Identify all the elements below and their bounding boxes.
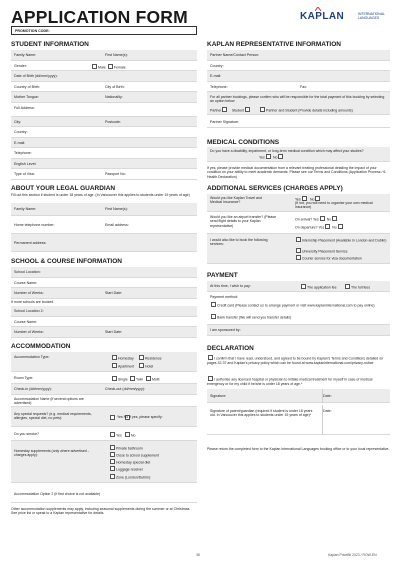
family-name-label: Family Name: xyxy=(14,53,37,57)
weeks2-row[interactable] xyxy=(11,327,197,338)
residence-label: Residence xyxy=(145,356,162,361)
homestay-label: Homestay xyxy=(118,356,134,361)
guardian-contact-row[interactable] xyxy=(11,216,197,234)
city-label: City: xyxy=(14,119,22,124)
hotel-checkbox[interactable] xyxy=(139,363,144,368)
rep-email-row[interactable] xyxy=(207,71,390,82)
hotel-label: Hotel xyxy=(145,364,154,369)
courier-label: Courier service for visa documentation xyxy=(302,256,362,261)
courier-checkbox[interactable] xyxy=(296,255,301,260)
start-date-label: Start Date: xyxy=(105,291,123,295)
email-label: E-mail: xyxy=(14,140,26,145)
signature-date-label: Date: xyxy=(323,394,332,398)
book-services-question: I would also like to book the following services: xyxy=(210,238,268,247)
credit-card-label: Credit card (Please contact us to arrange payment or visit www.kaplaninternational.com to pay online) xyxy=(217,303,375,308)
arrival-no-label: No xyxy=(326,217,332,222)
guardian-heading: ABOUT YOUR LEGAL GUARDIAN xyxy=(11,185,116,192)
accommodation-name-label: Accommodation Name (if several options are advertised): xyxy=(14,396,84,405)
english-level-row[interactable] xyxy=(11,159,197,170)
gender-row xyxy=(11,61,197,72)
smoke-no-label: No xyxy=(131,432,136,437)
english-level-label: English Level: xyxy=(14,161,37,166)
zone-label: Zone (London/Dublin): xyxy=(116,474,151,479)
residence-checkbox[interactable] xyxy=(139,355,144,360)
private-bathroom-label: Private bathroom xyxy=(116,445,143,450)
supplements-label: Homestay supplements (only where advertised - charges apply): xyxy=(14,448,89,457)
room-type-label: Room Type: xyxy=(14,376,34,380)
arrival-no-checkbox[interactable] xyxy=(332,216,337,221)
on-arrival-label: On arrival? xyxy=(295,217,313,222)
guardian-email-label: Email address: xyxy=(105,223,129,227)
billing-student-checkbox[interactable] xyxy=(245,107,250,112)
logo-sub-languages: LANGUAGES xyxy=(358,16,380,20)
medical-no-checkbox[interactable] xyxy=(278,154,283,159)
university-checkbox[interactable] xyxy=(296,248,301,253)
parent-signature-date-label: Date: xyxy=(323,409,332,413)
dob-row[interactable] xyxy=(11,71,197,82)
full-address-label: Full Address: xyxy=(14,105,35,110)
internship-checkbox[interactable] xyxy=(296,237,301,242)
signature-label: Signature: xyxy=(210,394,227,398)
postcode-label: Postcode: xyxy=(105,119,121,124)
rep-telephone-row[interactable] xyxy=(207,82,390,93)
signature-row[interactable] xyxy=(207,389,390,403)
special-yes-checkbox[interactable] xyxy=(110,415,115,420)
kaplan-logo xyxy=(300,10,390,30)
accommodation-note: Other accommodation supplements may apply, including seasonal supplements during the summer or at Christmas. See price list or speak to a Kaplan representative for details. xyxy=(11,507,191,516)
apartment-label: Apartment xyxy=(118,364,135,369)
start-date2-label: Start Date: xyxy=(105,330,123,334)
city-row[interactable] xyxy=(11,117,197,128)
female-checkbox[interactable] xyxy=(108,64,113,69)
multi-checkbox[interactable] xyxy=(146,376,151,381)
billing-partner-label: Partner xyxy=(210,108,222,113)
visa-type-label: Type of Visa: xyxy=(14,172,35,176)
course-name-row[interactable] xyxy=(11,278,197,289)
bank-transfer-checkbox[interactable] xyxy=(211,314,216,319)
telephone-label: Telephone: xyxy=(14,151,32,155)
dob-label: Date of Birth (dd/mm/yyyy): xyxy=(14,74,58,78)
male-label: Male xyxy=(98,64,106,69)
rep-country-row[interactable] xyxy=(207,61,390,72)
male-checkbox[interactable] xyxy=(92,64,97,69)
billing-both-label: Partner and Student (Provide details including amounts) xyxy=(266,108,353,113)
payment-method-row xyxy=(207,292,390,325)
partner-name-label: Partner Name/Contact Person: xyxy=(210,53,260,57)
female-label: Female xyxy=(113,64,126,69)
twin-checkbox[interactable] xyxy=(130,376,135,381)
medical-no-label: No xyxy=(273,155,278,160)
country-birth-label: Country of Birth: xyxy=(14,84,40,89)
insurance-yes-label: Yes xyxy=(295,197,301,202)
footer-right: Kaplan PriceBit 2023 / ROW-EN xyxy=(328,553,377,557)
birth-row[interactable] xyxy=(11,82,197,93)
app-fee-label: The application fee xyxy=(307,285,337,290)
gender-label: Gender: xyxy=(14,63,27,68)
email-row[interactable] xyxy=(11,138,197,149)
guardian-first-names-label: First Name(s): xyxy=(105,207,128,211)
smoke-yes-checkbox[interactable] xyxy=(110,432,115,437)
accommodation-name-row[interactable] xyxy=(11,395,197,407)
sponsored-label: I am sponsored by: xyxy=(210,328,241,332)
school-location2-label: School Location 2: xyxy=(14,309,44,313)
guardian-name-row[interactable] xyxy=(11,203,197,216)
internship-label: Internship Placement (Available in London and Dublin) xyxy=(302,238,387,243)
arrival-yes-label: Yes xyxy=(313,217,319,222)
promotion-code-field[interactable]: PROMOTION CODE: xyxy=(11,26,197,35)
declaration-text1 xyxy=(207,355,390,365)
rep-telephone-label: Telephone: xyxy=(210,84,228,89)
gender-options xyxy=(91,64,126,69)
smoke-no-checkbox[interactable] xyxy=(125,432,130,437)
on-departure-label: On departure? xyxy=(295,225,318,230)
special-diet-label: Homestay special diet xyxy=(116,459,151,464)
telephone-row[interactable] xyxy=(11,148,197,159)
accommodation-type-label: Accommodation Type: xyxy=(14,355,50,359)
declaration-heading: DECLARATION xyxy=(207,345,254,352)
special-requests-row xyxy=(11,407,197,427)
credit-card-checkbox[interactable] xyxy=(211,302,216,307)
accommodation-type-row xyxy=(11,352,197,372)
nationality-label: Nationality: xyxy=(105,95,123,99)
special-requests-label: Any special requests? (e.g. medical requirements, allergies, special diet, no pets): xyxy=(14,411,92,420)
special-diet-checkbox[interactable] xyxy=(110,459,115,464)
bank-transfer-label: Bank transfer (We will send you transfer details) xyxy=(217,315,292,320)
partner-signature-label: Partner Signature: xyxy=(210,120,240,124)
insurance-row xyxy=(207,194,390,212)
homestay-checkbox[interactable] xyxy=(112,355,117,360)
country-row[interactable] xyxy=(11,127,197,138)
passport-label: Passport No: xyxy=(105,172,126,176)
option2-label: Accommodation Option 2 (if first choice is not available) xyxy=(14,491,101,496)
medical-question: Do you have a disability, impairment, or long-term medical condition which may affect your studies? xyxy=(210,149,364,153)
transfer-row xyxy=(207,212,390,234)
country-label: Country: xyxy=(14,130,28,134)
check-out-label: Check-out (dd/mm/yyyy): xyxy=(105,387,145,391)
weeks2-label: Number of Weeks: xyxy=(14,330,44,334)
medical-heading: MEDICAL CONDITIONS xyxy=(207,139,280,146)
luggage-checkbox[interactable] xyxy=(110,466,115,471)
declaration-confirm-checkbox[interactable] xyxy=(208,355,213,360)
departure-no-checkbox[interactable] xyxy=(338,224,343,229)
logo-subtitle xyxy=(358,12,385,20)
family-name-row[interactable] xyxy=(11,50,197,61)
medical-question-row xyxy=(207,147,390,162)
weeks-label: Number of Weeks: xyxy=(14,291,44,295)
accommodation-heading: ACCOMMODATION xyxy=(11,343,71,350)
declaration-text1-content: I confirm that I have read, understood, and agreed to be bound by Kaplan's Terms and Conditions detailed on pages 32-37 and Kaplan's privacy policy which can be found at www.kaplaninternational.com/privacy-notice xyxy=(207,356,384,365)
page-title: APPLICATION FORM xyxy=(11,7,188,27)
insurance-question: Would you like Kaplan Travel and Medical Insurance? xyxy=(210,196,262,205)
smoke-yes-label: Yes xyxy=(116,432,122,437)
close-school-label: Close to school supplement xyxy=(116,452,159,457)
school-location-row[interactable] xyxy=(11,267,197,278)
school-location2-row[interactable] xyxy=(11,306,197,317)
special-yes-no-label: Yes No If yes, please specify: xyxy=(117,414,163,419)
book-services-row xyxy=(207,234,390,264)
smoke-row xyxy=(11,427,197,441)
transfer-question: Would you like an airport transfer? (Please send flight details to your Kaplan representative) xyxy=(210,215,277,228)
tongue-row[interactable] xyxy=(11,92,197,103)
school-location-label: School Location: xyxy=(14,270,41,274)
private-bathroom-checkbox[interactable] xyxy=(110,445,115,450)
room-type-row xyxy=(11,372,197,384)
twin-label: Twin xyxy=(136,377,144,382)
pay-choice-label: At this time, I wish to pay: xyxy=(210,284,251,288)
payment-method-label: Payment method: xyxy=(210,295,239,299)
luggage-label: Luggage receiver xyxy=(116,466,144,471)
signature-divider xyxy=(322,389,323,403)
medical-yes-label: Yes xyxy=(259,155,265,160)
course-name-label: Course Name: xyxy=(14,280,38,285)
insurance-note: (If not, you will need to organise your own medical insurance) xyxy=(295,201,373,210)
medical-yes-checkbox[interactable] xyxy=(266,154,271,159)
home-phone-label: Home telephone number: xyxy=(14,223,55,227)
parent-signature-row[interactable] xyxy=(207,405,390,435)
departure-yes-label: Yes xyxy=(318,225,325,230)
logo-brand: KAPLAN xyxy=(300,11,345,22)
single-checkbox[interactable] xyxy=(112,376,117,381)
option2-row[interactable] xyxy=(11,483,197,503)
declaration-text2-content: I authorise any licensed hospital or physician to initiate medical treatment for myself in case of medical emergency or for my child if he/she is under 18 years of age.* xyxy=(207,377,373,386)
services-heading: ADDITIONAL SERVICES (CHARGES APPLY) xyxy=(207,185,343,192)
apartment-checkbox[interactable] xyxy=(112,363,117,368)
rep-email-label: E-mail: xyxy=(210,74,222,78)
return-note: Please return the completed form to the Kaplan International Languages booking office or to your local representative. xyxy=(207,447,390,451)
footer-page-number: 38 xyxy=(196,553,200,557)
more-schools-note: If more schools are booked xyxy=(11,300,54,304)
mother-tongue-label: Mother Tongue: xyxy=(14,95,39,99)
full-fee-label: The full fees xyxy=(351,285,371,290)
smoke-label: Do you smoke? xyxy=(14,431,39,436)
billing-student-label: Student xyxy=(232,108,245,113)
partner-name-row[interactable] xyxy=(207,50,390,61)
arrival-yes-checkbox[interactable] xyxy=(320,216,325,221)
student-info-heading: STUDENT INFORMATION xyxy=(11,41,89,48)
guardian-address-row[interactable] xyxy=(11,234,197,252)
supplements-row xyxy=(11,441,197,483)
logo-sub-international: INTERNATIONAL xyxy=(358,12,385,16)
rep-fax-label: Fax: xyxy=(300,84,307,89)
departure-yes-checkbox[interactable] xyxy=(325,224,330,229)
parent-signature-divider xyxy=(322,405,323,435)
single-label: Single xyxy=(118,377,128,382)
weeks-row[interactable] xyxy=(11,288,197,299)
guardian-family-name-label: Family Name: xyxy=(14,207,37,211)
close-school-checkbox[interactable] xyxy=(110,452,115,457)
app-fee-checkbox[interactable] xyxy=(301,284,306,289)
rep-country-label: Country: xyxy=(210,63,224,68)
sponsored-row[interactable] xyxy=(207,325,390,336)
full-fee-checkbox[interactable] xyxy=(345,284,350,289)
visa-row[interactable] xyxy=(11,169,197,180)
first-names-label: First Name(s): xyxy=(105,53,128,57)
check-dates-row[interactable] xyxy=(11,384,197,395)
check-in-label: Check-in (dd/mm/yyyy): xyxy=(14,387,52,391)
city-birth-label: City of Birth: xyxy=(105,84,125,89)
declaration-text2 xyxy=(207,376,390,386)
parent-signature-label: Signature of parent/guardian (required if student is under 18 years old. In Vancouver this applies to students under 19 years of age)* xyxy=(210,409,313,418)
guardian-note: Fill out this section if student is under 18 years of age. (In Vancouver this applies to students under 19 years of age) xyxy=(11,193,190,197)
university-label: University Placement Service xyxy=(302,249,348,254)
departure-no-label: No xyxy=(332,225,337,230)
insurance-no-label: No xyxy=(310,197,315,202)
billing-partner-checkbox[interactable] xyxy=(222,107,227,112)
partner-signature-row[interactable] xyxy=(207,115,390,128)
course-name2-row[interactable] xyxy=(11,317,197,328)
course-name2-label: Course Name: xyxy=(14,319,38,324)
declaration-authorise-checkbox[interactable] xyxy=(208,376,213,381)
billing-note: For all partner bookings, please confirm who will be responsible for the total payment of this booking by selecting an option below xyxy=(210,95,385,104)
address-row[interactable] xyxy=(11,103,197,117)
multi-label: Multi xyxy=(152,377,160,382)
pay-choice-row xyxy=(207,281,390,292)
permanent-address-label: Permanent address: xyxy=(14,241,47,245)
billing-row xyxy=(207,92,390,115)
medical-note: If yes, please provide medical documentation from a relevant treating professional detailing the impact of your condition on your ability to meet academic demands. Please see our Terms and Conditions (Application Process / 6. Health Declaration) xyxy=(207,166,387,179)
zone-checkbox[interactable] xyxy=(110,474,115,479)
rep-heading: KAPLAN REPRESENTATIVE INFORMATION xyxy=(207,41,341,48)
payment-heading: PAYMENT xyxy=(207,272,238,279)
billing-both-checkbox[interactable] xyxy=(260,107,265,112)
school-heading: SCHOOL & COURSE INFORMATION xyxy=(11,258,122,265)
